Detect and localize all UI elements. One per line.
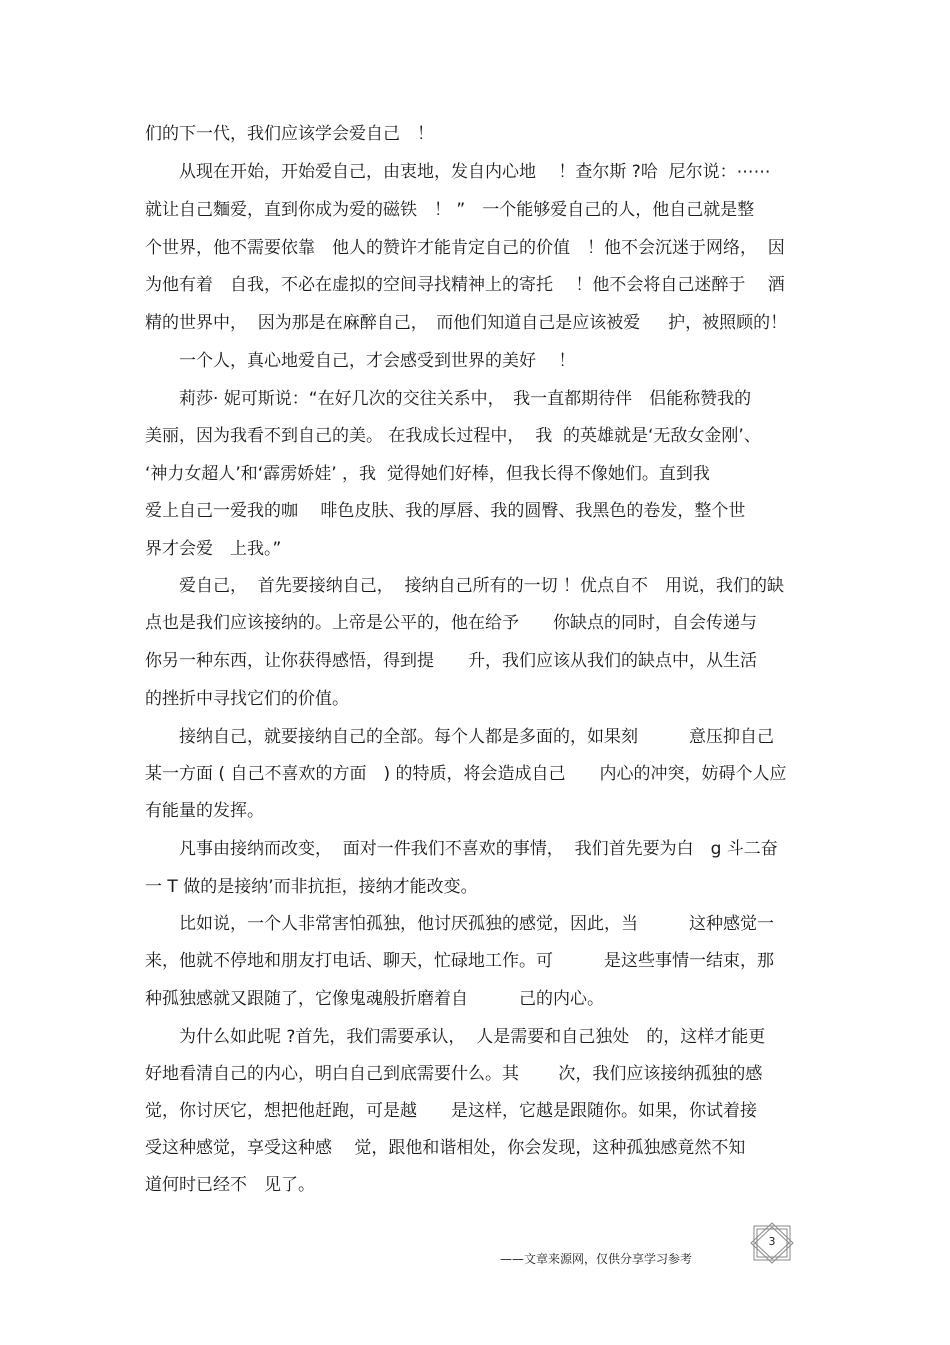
text-line: 你另一种东西，让你获得感悟，得到提 升，我们应该从我们的缺点中，从生活 [145, 651, 757, 671]
text-line: 精的世界中， 因为那是在麻醉自己， 而他们知道自己是应该被爱 护，被照顾的！ [145, 313, 788, 333]
text-line: 受这种感觉，享受这种感 觉，跟他和谐相处，你会发现，这种孤独感竟然不知 [145, 1138, 746, 1158]
text-line: 的挫折中寻找它们的价值。 [145, 689, 349, 709]
text-line: 有能量的发挥。 [145, 801, 264, 821]
footer-source-note: ——文章来源网，仅供分享学习参考 [500, 1252, 693, 1266]
text-line: 个世界，他不需要依靠 他人的赞许才能肯定自己的价值 ！他不会沉迷于网络， 因 [145, 238, 785, 258]
text-line: 爱自己， 首先要接纳自己， 接纳自己所有的一切 ！优点自不 用说，我们的缺 [145, 576, 785, 596]
text-line: 比如说，一个人非常害怕孤独，他讨厌孤独的感觉，因此，当 这种感觉一 [145, 914, 774, 934]
text-line: 莉莎· 妮可斯说：“在好几次的交往关系中， 我一直都期待伴 侣能称赞我的 [145, 389, 752, 409]
text-line: 一个人，真心地爱自己，才会感受到世界的美好 ！ [145, 351, 576, 371]
text-line: 们的下一代，我们应该学会爱自己 ！ [145, 124, 434, 144]
text-line: 种孤独感就又跟随了，它像鬼魂般折磨着自 己的内心。 [145, 989, 604, 1009]
text-line: 从现在开始，开始爱自己，由衷地，发自内心地 ！查尔斯 ?哈 尼尔说：⋯⋯ [145, 162, 771, 182]
text-line: 觉，你讨厌它，想把他赶跑，可是越 是这样，它越是跟随你。如果，你试着接 [145, 1101, 757, 1121]
text-line: 点也是我们应该接纳的。上帝是公平的，他在给予 你缺点的同时，自会传递与 [145, 613, 757, 633]
text-line: 为他有着 自我，不必在虚拟的空间寻找精神上的寄托 ！他不会将自己迷醉于 酒 [145, 275, 785, 295]
text-line: 某一方面 ( 自己不喜欢的方面 ) 的特质，将会造成自己 内心的冲突，妨碍个人应 [145, 764, 787, 784]
text-line: 美丽，因为我看不到自己的美。 在我成长过程中， 我 的英雄就是‘无敌女金刚’、 [145, 426, 761, 446]
text-line: 界才会爱 上我。” [145, 539, 282, 559]
text-line: 来，他就不停地和朋友打电话、聊天，忙碌地工作。可 是这些事情一结束，那 [145, 951, 774, 971]
text-line: 爱上自己一爱我的咖 啡色皮肤、我的厚唇、我的圆臀、我黑色的卷发，整个世 [145, 501, 746, 521]
page-number: 3 [768, 1235, 776, 1248]
text-line: 一 T 做的是接纳’而非抗拒，接纳才能改变。 [145, 877, 478, 897]
text-line: ‘神力女超人’和‘霹雳娇娃’ ，我 觉得她们好棒，但我长得不像她们。直到我 [145, 464, 710, 484]
text-line: 为什么如此呢 ?首先，我们需要承认， 人是需要和自己独处 的，这样才能更 [145, 1027, 766, 1047]
text-line: 好地看清自己的内心，明白自己到底需要什么。其 次，我们应该接纳孤独的感 [145, 1064, 763, 1084]
text-line: 凡事由接纳而改变， 面对一件我们不喜欢的事情， 我们首先要为白 g 斗二奋 [145, 839, 778, 859]
text-line: 接纳自己，就要接纳自己的全部。每个人都是多面的，如果刻 意压抑自己 [145, 727, 774, 747]
text-line: 就让自己麵爱，直到你成为爱的磁铁 ！ ” 一个能够爱自己的人，他自己就是整 [145, 200, 755, 220]
text-line: 道何时已经不 见了。 [145, 1175, 315, 1195]
page-number-badge [748, 1222, 796, 1264]
